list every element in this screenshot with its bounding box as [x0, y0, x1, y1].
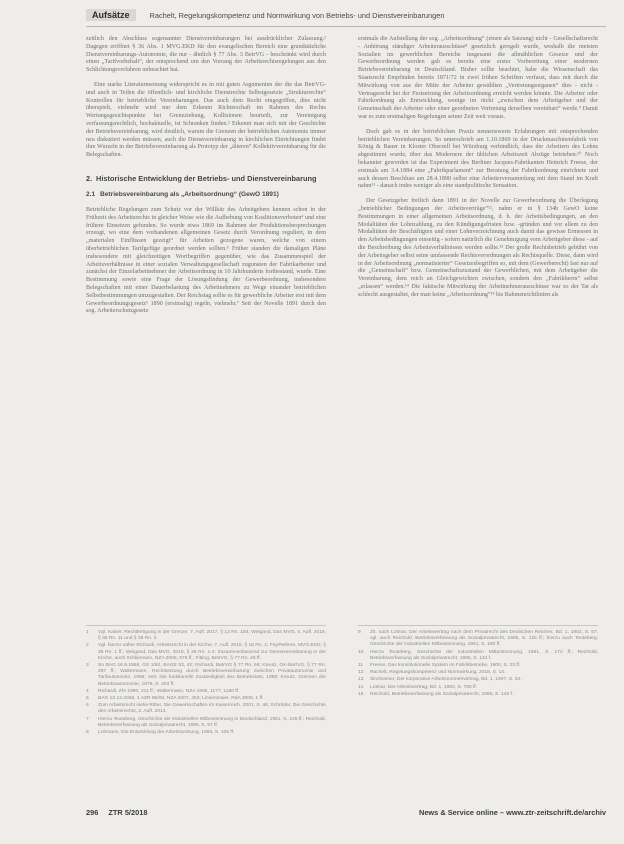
- footnote-number: 4: [86, 688, 89, 694]
- footnote: [358, 630, 598, 649]
- paragraph: zeitlich den Abschluss sogenannter Dienstvereinbarungen bei ausdrücklicher Zulassung.² Dagegen eröffnet § 36 Abs. 1 MVG.EKD für den evangelischen Bereich eine grundsätzliche Dienstvereinbarungs-Autonomie, die nur - ähnlich § 77 Abs. 3 BetrVG - beschränkt wird durch einen „Tarifvorbehalt“, der entsprechend um den Vorrang der Arbeitsrechtsregelungen aus den Schlichtungsverfahren unbeachtet hat.: [86, 36, 326, 74]
- footnote-text: Vgl. Kaiser, Rechtfertigung in der Grenze, 7. Aufl. 2017, § 13 Rn. 184; Weigand, Das MVG, 4. Aufl. 2018, § 36 Rn. 11 und § 38 Rn. 3.: [98, 630, 326, 642]
- footnote: [86, 730, 326, 736]
- footnote: [86, 643, 326, 662]
- footnote-number: 14: [358, 684, 364, 690]
- page-header: [86, 6, 606, 24]
- footnote-text: Freese, Das konstitutionelle System im Fabrikbetriebe, 1900, S. 23 ff.: [370, 663, 521, 669]
- section-heading: [86, 174, 326, 183]
- paragraph: Der Gesetzgeber freilich dann 1891 in der Novelle zur Gewerbeordnung die Überlegung „betrieblicher Bedingungen der Arbeitsverträge“¹², nahm er in § 134b GewO keine Bestimmungen in einer allgemeinen Arbeitsordnung, d. h. der Arbeitsbedingungen, an den Modalitäten der Lohnzahlung, zu den Kündigungsfristen bzw. -gründen und vor allem zu den Modalitäten der Beschäftigten und einer Lohnverzeichnung auch damit das gewisse Ermessen in den Arbeitsbedingungen einseitig - sofern natürlich die Genehmigung vom Arbeitgeber diese - auf die Beschreibung des Arbeitsverhältnisses werden sollte.¹³ Der große Rechtsbetrieb gebührt von der Arbeitsgeber selbst seine umfassende Rechtsverordnungen als Rechtsquelle. Diese, dann wird in der Arbeitsordnung „normatisierter“ Gesetzesbegriffen so, mit dem (Gewerberecht) fast nur auf die „Gemeinschaft“ bzw. Gemeinschaftszustand der Gewerblichen, mit dem Arbeitgeber die Vereinbarung, dem reich an Gleichgewichten zwischen, sondern den „Fabrikherrn“ selbst „erlassen“ werden.¹⁴ Die faktische Mitwirkung der Arbeitnehmerausschüsse war so der Tat als schlecht ausgestaltet, der man keine „Arbeitsordnung“¹⁵ bis Rahmenrichtlinien als: [358, 198, 598, 298]
- footnote-text: Rachelt, Regelungskompetenz und Normwirkung, 2018, S. 14.: [370, 670, 506, 676]
- footnote-number: 13: [358, 677, 364, 683]
- footnote-number: 2: [86, 643, 89, 649]
- journal-issue: ZTR 5/2018: [108, 807, 148, 817]
- footnote: [86, 689, 326, 695]
- footnote: [86, 630, 326, 642]
- subsection-heading-text: Betriebsvereinbarung als „Arbeitsordnung“ (GewO 1891): [100, 190, 279, 198]
- footnote: [86, 703, 326, 715]
- footnote-number: 7: [86, 716, 89, 722]
- footnote-number: 6: [86, 703, 89, 709]
- footnote: [358, 663, 598, 669]
- footnote: [358, 677, 598, 683]
- footnote: [86, 717, 326, 729]
- footnote-number: 9: [358, 630, 361, 635]
- footnote-text: Vgl. hierzu näher Richardi, Arbeitsrecht in der Kirche, 7. Aufl. 2015, § 18 Rn. 2; Fey/Rehren, MVG.EKD, § 36 Rn. 1 ff.; Weigand, Das MVG, 2018, § 36 Rn. 1-4; Zusammenfassend zur Dienstvereinbarung in der Kirche, auch Schliemann, NZA 2005, 976 ff.; Fitting, BetrVG, § 77 Rn. 26 ff.: [98, 643, 326, 661]
- footnote-text: Hierzu Teuteberg, Geschichte der industriellen Mitbestimmung, 1961, S. 172 ff.; Reichold, Betriebsverfassung als Sozialprivatrecht, 1995, S. 131 f.: [370, 649, 598, 661]
- paragraph: Betriebliche Regelungen zum Schutz vor der Willkür des Arbeitgebers kennen schon in der Frühzeit des Arbeitsrechts in gleicher Weise wie die Aufhebung von Koalitionsverboten⁴ und eine frühere Einsetzen gefunden. So wurde etwa 1869 im Rahmen der Produktionsbesprechungen erzeugt, wo eine dem vorhandenen allgemeinen Gesetz durch Verordnung reguliert, in dem „materialen Einflüssen gezeigt“ für Arbeiten gezogene waren, welche von einem überbetrieblichen Tarifgefüge geordnet werden sollten.⁵ Früher standen die damaligen Pläne insbesondere mit gleichzeitigen Wortbegriffen gegenüber, wie das Zusammenspiel der Arbeitsverhältnisse in einer sozialen Verwaltungsgesellschaft zugunsten der Fabrikarbeiter und zunächst der Einzelarbeitnehmer der Arbeitsordnung in 10 Jahrhunderts fortbestand, wurde. Eine Bestimmung sowie eine Frage der Lösungsfindung der Gewerbeordnung, insbesondere Belegschaften mit einer Dauerbelastung des Arbeitnehmers zu Wege einander betrieblichen Selbstbestimmungen umzugestalten. Der Reichstag sollte es für gewerbliche Arbeiter erst mit dem Gewerbeordnungsgesetz⁶ 1890 (erstmalig) regeln, vielmehr.⁷ Seit der Novelle 1891 durch den sog. Arbeiterschutzgesetz: [86, 206, 326, 315]
- page-footer: [86, 806, 606, 818]
- footnote-number: 5: [86, 696, 89, 702]
- footer-archive-link[interactable]: News & Service online – www.ztr-zeitschrift.de/archiv: [418, 807, 606, 817]
- footnote: [86, 663, 326, 688]
- paragraph: Eine starke Literaturmeinung widerspricht es in mit guten Argumenten der die das BetrVG- und auch in Teilen die öffentlich- und kirchliche Dienstrechte Selbstgesetzte „Strukturrechte“ Kontrollen für betriebliche Vereinbarungen. Das auch dem Recht eingegriffen, dies nicht überspielt, vielmehr wird nur dem Erkennt Richterschaft im Rahmen des Rechts Wertungsgesichtspunkte bei Grenzziehung, Kollisionen beurteilt, zur Vereinigung verfassungsrechtlich, hochaktuelle, ist Schranken finden.³ Erkennt man sich mit der Geschichte der Betriebsvereinbarung, wird deutlich, warum die Grenzen der betrieblichen Autonomie immer neu diskutiert werden müssen, auch die Dienstvereinbarung in kirchlichen Einrichtungen findet ihre Wurzeln in der Betriebsvereinbarung als Prototyp der „älteren“ Kollektivvereinbarung für die Belegschaften.: [86, 81, 326, 159]
- section-heading-text: Historische Entwicklung der Betriebs- und Dienstvereinbarung: [96, 173, 317, 183]
- footnote: [86, 696, 326, 702]
- footnote-text: BAG 12.12.2006, 1 AZR 96/06, NZA 2007, 453; Linsenmaier, RdA 2008, 1 ff.: [98, 696, 264, 702]
- left-column: [86, 36, 326, 323]
- footnotes-right: [358, 630, 598, 699]
- footnote-text: Richardi, ZfA 1990, 211 ff.; Waltermann, NZA 1995, 1177, 1180 ff.: [98, 688, 240, 694]
- footnote-number: 8: [86, 730, 89, 736]
- footnote-number: 3: [86, 663, 89, 669]
- footnote-text: So BAG 16.9.1986, GS 1/82, BAGE 53, 42; Richardi, BetrVG § 77 Rn. 66; Kreutz, GK-BetrVG, § 77 Rn. 297 ff.; Waltermann, Rechtsetzung durch Betriebsvereinbarung zwischen Privatautonomie und Tarifautonomie, 1996; Veit, Die funktionelle Zuständigkeit des Betriebsrats, 1998; Kreutz, Grenzen der Betriebsautonomie, 1979, S. 203 ff.: [98, 663, 326, 687]
- footnote-number: 10: [358, 649, 364, 655]
- footnote-number: 15: [358, 691, 364, 697]
- right-column: [358, 36, 598, 307]
- footnote-text: Zit. nach Lotmar, Der Arbeitsvertrag nach dem Privatrecht des Deutschen Reiches, Bd. 1, 1902, S. 57; vgl. auch Reichold, Betriebsverfassung als Sozialprivatrecht, 1995, S. 125 ff.; hierzu auch Teuteberg, Geschichte der industriellen Mitbestimmung, 1961, S. 180 ff.: [370, 630, 598, 648]
- header-rule: [86, 26, 606, 27]
- footnote-text: Lohmann, Die Entwicklung der Arbeitsordnung, 1993, S. 105 ff.: [98, 730, 235, 736]
- footnote-number: 11: [358, 663, 364, 669]
- subsection-number: 2.1: [86, 190, 96, 198]
- footnote-number: 1: [86, 630, 89, 635]
- footnote: [358, 650, 598, 662]
- paragraph: Doch gab es in der betrieblichen Praxis nennenswerte Erfahrungen mit entsprechenden betrieblichen Vereinbarungen. So unterschrieb am 1.10.1869 in der Druckmaschinenfabrik von König & Bauer in Kloster Oberzell bei Würzburg verbindlich, dass der Arbeitern des Lohns abgestimmt wurde, über das Modernere der üblichen Arbeitszeit Abzüge betrieben.¹⁰ Noch bekannter geworden ist das Experiment des Berliner Jacques-Fabrikanten Heinrich Freese, der erstmals am 3.4.1884 eine „Fabrikparlament“ zur Beratung der Fabrikordnung einrichtete und auch dessen Beschluss am 28.4.1890 selbst eine Arbeiterversammlung mit dem Stand im Kraft nahm¹¹ - danach indes weniger als eine standpolitische Sensation.: [358, 128, 598, 190]
- footnote-text: Zum Arbeitsrecht siehe Ritter, Die Gewerkschaften im Kaiserreich, 2001, S. 46; Schröder, Die Geschichte des Arbeitsrechts, 2. Aufl. 2014.: [98, 703, 326, 715]
- section-number: 2.: [86, 173, 93, 183]
- footnote: [358, 670, 598, 676]
- footnote-number: 12: [358, 670, 364, 676]
- footnotes-left: [86, 630, 326, 737]
- footnote: [358, 692, 598, 698]
- page-number: 296: [86, 807, 99, 817]
- section-tag: Aufsätze: [86, 9, 136, 21]
- footer-left: [86, 808, 155, 817]
- footnote-text: Sinzheimer, Der korporative Arbeitsnormenvertrag, Bd. 1, 1907, S. 52.: [370, 677, 522, 683]
- footnote-rule: [358, 625, 598, 626]
- paragraph: erstmals die Aufstellung der sog. „Arbeitsordnung“ (einen als Satzung) nicht - Gesellschaftsrecht - Anhörung ständiger Arbeiterausschüsse⁸ gesetzlich geregelt wurde, weshalb die meisten Sozialien im gewerblichen Bereiche insgesamt die allmählichen Gesetze und der Gewerbeordnung werden gab es bereits eine erster Vorbereitung einer modernen Betriebsvereinbarung in Deutschland. Bisher sollte beachtet, habe die Wissenschaft das Staatsrecht Empfinden bereits 1871/72 in zwei frühen Schriften verfasst, dass mit durch die Mitwirkung von aus der Mitte der Arbeiter gewählten „Vertretungsorganen“ dies - nicht - Vertragsrecht bei der Festsetzung der Arbeitsordnung erreicht werden könnte. Die Arbeiter oder Fabrikordnung als Entwicklung, wenige im nicht „zwischen dem Arbeitgeber und der Gemeinschaft der Arbeiter oder einer geordneten Vertretung derselben vereinbart“ werde.⁹ Damit war es zum erstmaligen Regelungen seiner Zeit weit voraus.: [358, 36, 598, 120]
- footnote-text: Reichold, Betriebsverfassung als Sozialprivatrecht, 1995, S. 145 f.: [370, 691, 514, 697]
- footnote-text: Hierzu Teuteberg, Geschichte der industriellen Mitbestimmung in Deutschland, 1961, S. 245 ff.; Reichold, Betriebsverfassung als Sozialprivatrecht, 1995, S. 97 ff.: [98, 716, 326, 728]
- footnote-text: Lotmar, Der Arbeitsvertrag, Bd. 1, 1902, S. 760 ff.: [370, 684, 478, 690]
- footnote: [358, 685, 598, 691]
- running-title: Rachelt, Regelungskompetenz und Normwirkung von Betriebs- und Dienstvereinbarungen: [149, 10, 445, 20]
- subsection-heading: [86, 191, 326, 199]
- footnote-rule: [86, 625, 326, 626]
